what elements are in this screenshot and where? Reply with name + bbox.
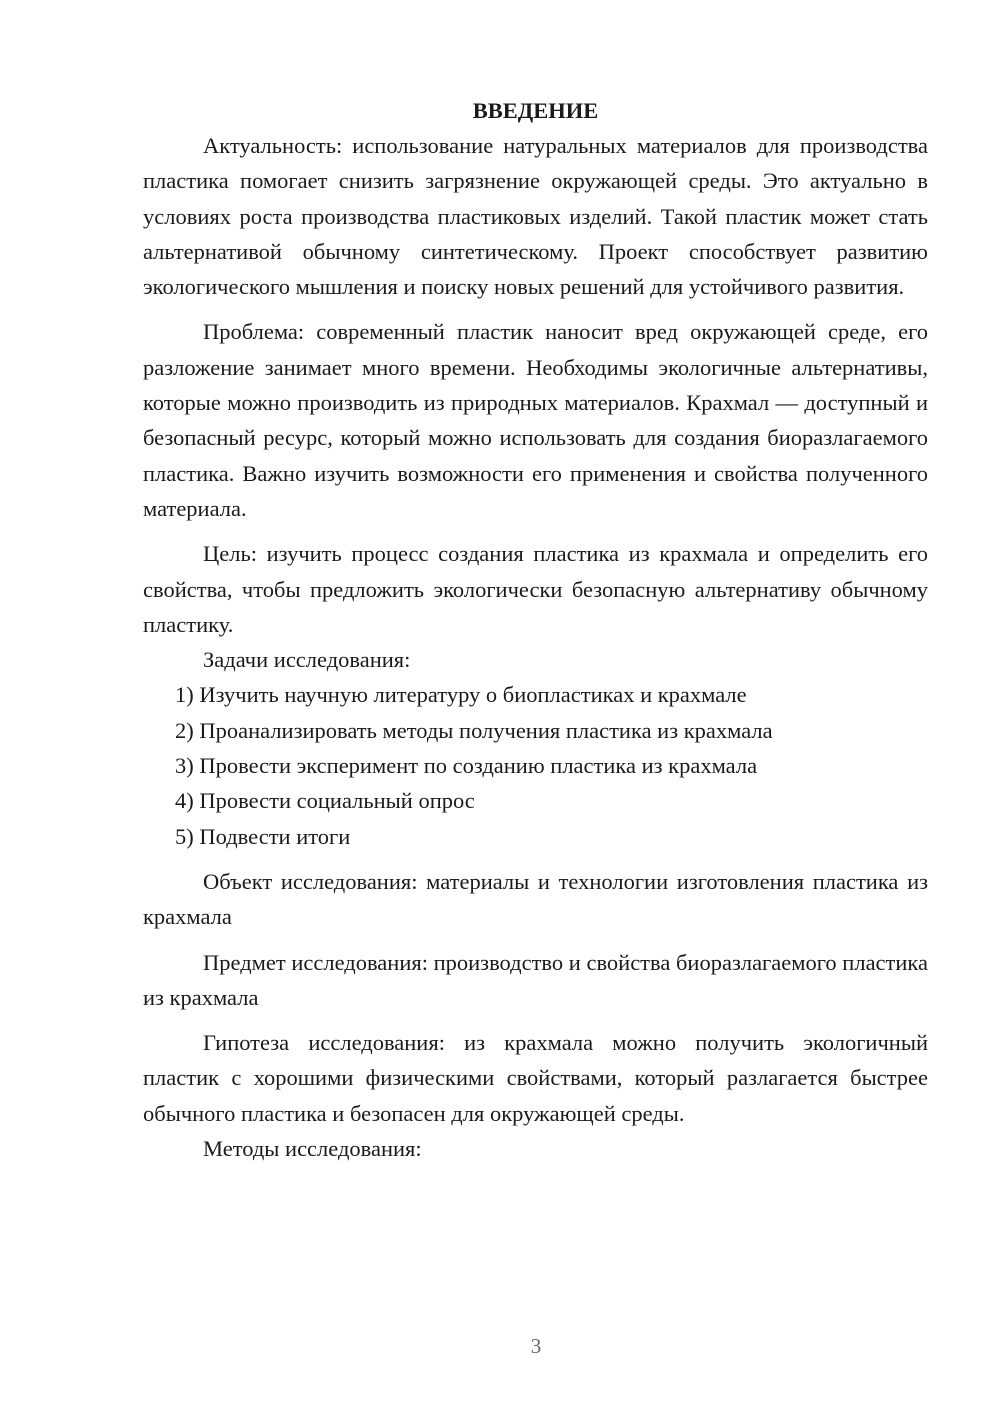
goal-paragraph: Цель: изучить процесс создания пластика из крахмала и определить его свойства, чтобы предложить экологически безопасную альтернативу обычному пластику. [143, 541, 928, 637]
page-number: 3 [530, 1334, 542, 1358]
tasks-heading: Задачи исследования: [203, 647, 411, 673]
task-item-2: 2) Проанализировать методы получения пластика из крахмала [175, 717, 773, 743]
task-item-5: 5) Подвести итоги [175, 823, 351, 849]
task-item-1: 1) Изучить научную литературу о биопластиках и крахмале [175, 682, 747, 708]
problem-paragraph: Проблема: современный пластик наносит вред окружающей среде, его разложение занимает много времени. Необходимы экологичные альтернативы, которые можно производить из природных материалов. Крахмал — доступный и безопасный ресурс, который можно использовать для создания биоразлагаемого пластика. Важно изучить возможности его применения и свойства полученного материала. [143, 319, 928, 521]
subject-paragraph: Предмет исследования: производство и свойства биоразлагаемого пластика из крахмала [143, 949, 928, 1010]
task-item-3: 3) Провести эксперимент по созданию пластика из крахмала [175, 753, 758, 779]
object-paragraph: Объект исследования: материалы и технологии изготовления пластика из крахмала [143, 868, 928, 930]
section-heading: ВВЕДЕНИЕ [472, 98, 599, 123]
relevance-paragraph: Актуальность: использование натуральных материалов для производства пластика помогает снизить загрязнение окружающей среды. Это актуально в условиях роста производства пластиковых изделий. Такой пластик может стать альтернативой обычному синтетическому. Проект способствует развитию экологического мышления и поиску новых решений для устойчивого развития. [143, 133, 928, 300]
task-item-4: 4) Провести социальный опрос [175, 788, 475, 814]
methods-heading: Методы исследования: [203, 1136, 422, 1162]
page-content [143, 94, 928, 1166]
hypothesis-paragraph: Гипотеза исследования: из крахмала можно получить экологичный пластик с хорошими физическими свойствами, который разлагается быстрее обычного пластика и безопасен для окружающей среды. [143, 1030, 928, 1126]
